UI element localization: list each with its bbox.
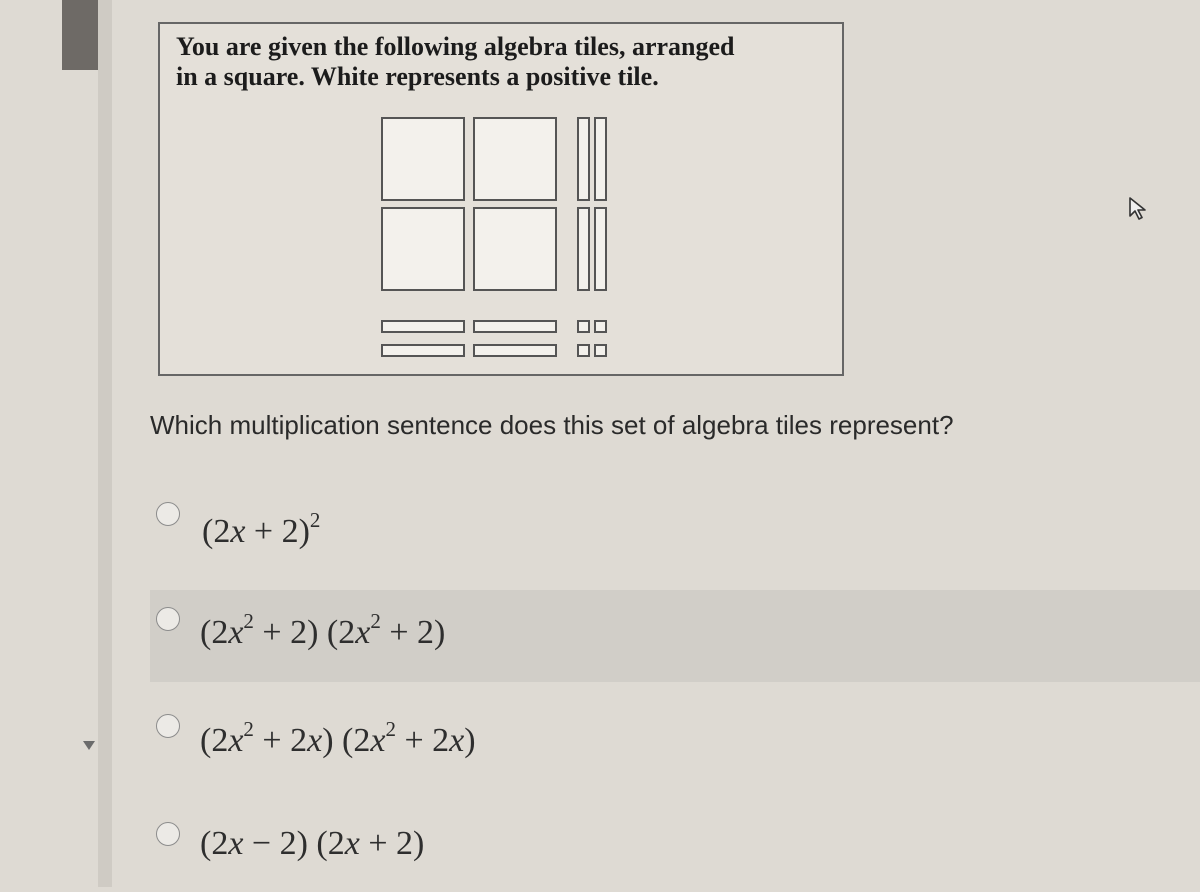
algebra-tiles-diagram xyxy=(160,24,842,374)
radio-button[interactable] xyxy=(156,607,180,631)
left-bar xyxy=(62,0,98,70)
mouse-pointer-icon xyxy=(1128,196,1150,222)
x-squared-tile xyxy=(474,118,556,200)
answer-option-2[interactable] xyxy=(150,590,1200,682)
answer-option-3[interactable] xyxy=(150,700,1200,792)
answer-option-text: (2x − 2) (2x + 2) xyxy=(200,825,425,862)
question-text: Which multiplication sentence does this set of algebra tiles represent? xyxy=(150,410,954,440)
x-tile xyxy=(595,208,606,290)
caret-down-icon[interactable] xyxy=(83,741,95,750)
answer-option-4[interactable] xyxy=(150,800,1200,892)
x-squared-tile xyxy=(382,208,464,290)
x-tile xyxy=(382,321,464,332)
figure-caption-line1: You are given the following algebra tiles, arranged xyxy=(176,32,735,61)
unit-tile xyxy=(595,345,606,356)
answer-option-1[interactable] xyxy=(150,475,1200,567)
x-tile xyxy=(474,345,556,356)
x-squared-tile xyxy=(474,208,556,290)
problem-figure xyxy=(158,22,844,376)
answer-option-text: $(2x + 2)^2$ xyxy=(202,508,321,550)
unit-tile xyxy=(595,321,606,332)
radio-button[interactable] xyxy=(156,502,180,526)
figure-caption-line2: in a square. White represents a xyxy=(176,62,526,91)
unit-tile xyxy=(578,345,589,356)
answer-option-text: $(2x^2 + 2) (2x^2 + 2)$ xyxy=(200,609,446,651)
radio-button[interactable] xyxy=(156,822,180,846)
x-tile xyxy=(578,118,589,200)
x-squared-tile xyxy=(382,118,464,200)
unit-tile xyxy=(578,321,589,332)
x-tile xyxy=(595,118,606,200)
x-tile xyxy=(474,321,556,332)
x-tile xyxy=(382,345,464,356)
left-bar-edge xyxy=(98,0,112,887)
answer-option-text: $(2x^2 + 2x) (2x^2 + 2x)$ xyxy=(200,717,476,759)
radio-button[interactable] xyxy=(156,714,180,738)
figure-caption-emphasis: positive tile. xyxy=(525,62,659,91)
x-tile xyxy=(578,208,589,290)
